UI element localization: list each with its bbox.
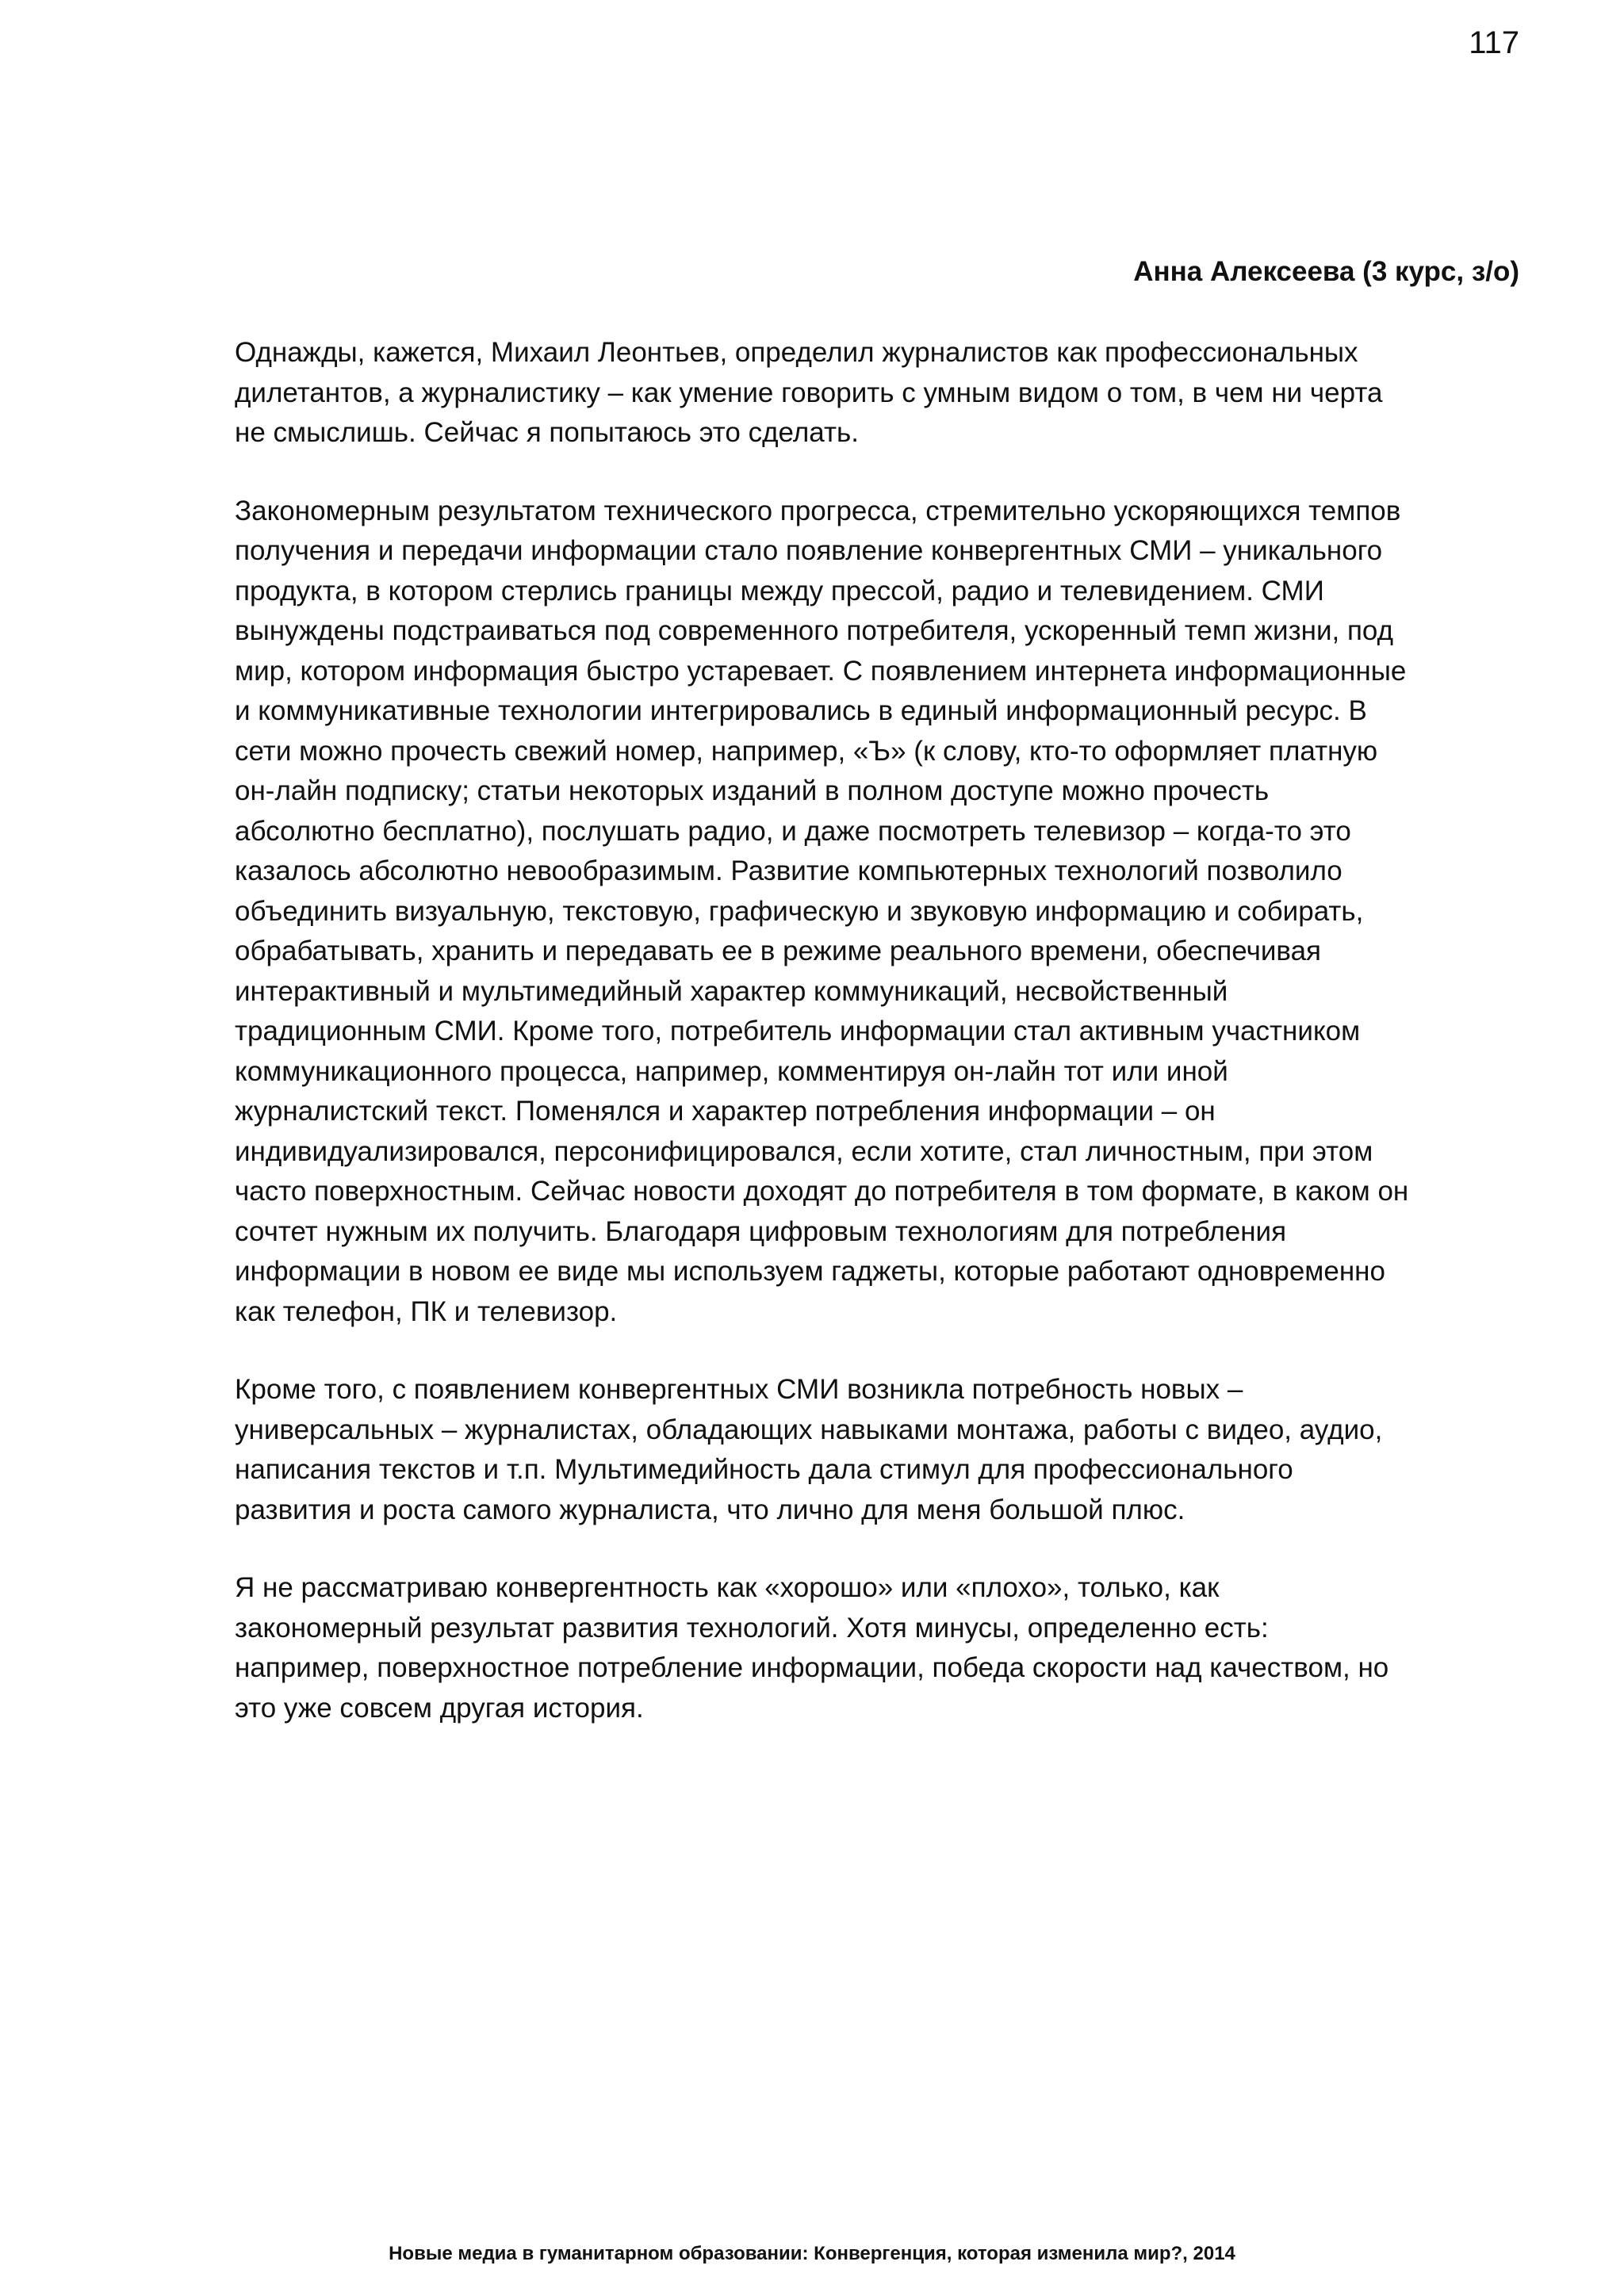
text-line: закономерный результат развития технологий. Хотя минусы, определенно есть: bbox=[235, 1612, 1269, 1644]
text-line: сети можно прочесть свежий номер, например, «Ъ» (к слову, кто-то оформляет платную bbox=[235, 735, 1378, 767]
text-line: не смыслишь. Сейчас я попытаюсь это сделать. bbox=[235, 417, 859, 448]
text-line: обрабатывать, хранить и передавать ее в режиме реального времени, обеспечивая bbox=[235, 936, 1321, 966]
page-footer: Новые медиа в гуманитарном образовании: Конвергенция, которая изменила мир?, 2014 bbox=[389, 2243, 1235, 2264]
text-line: продукта, в котором стерлись границы между прессой, радио и телевидением. СМИ bbox=[235, 575, 1324, 607]
text-line: информации в новом ее виде мы используем гаджеты, которые работают одновременно bbox=[235, 1256, 1385, 1287]
text-line: Однажды, кажется, Михаил Леонтьев, определил журналистов как профессиональных bbox=[235, 337, 1358, 368]
text-line: дилетантов, а журналистику – как умение говорить с умным видом о том, в чем ни черта bbox=[235, 377, 1383, 408]
text-line: интерактивный и мультимедийный характер коммуникаций, несвойственный bbox=[235, 975, 1228, 1007]
text-line: Кроме того, с появлением конвергентных СМИ возникла потребность новых – bbox=[235, 1374, 1243, 1405]
paragraph-1 bbox=[235, 333, 1535, 453]
text-line: как телефон, ПК и телевизор. bbox=[235, 1295, 618, 1327]
text-line: часто поверхностным. Сейчас новости доходят до потребителя в том формате, в каком он bbox=[235, 1176, 1409, 1207]
text-line: Я не рассматриваю конвергентность как «хорошо» или «плохо», только, как bbox=[235, 1572, 1220, 1603]
text-line: например, поверхностное потребление информации, победа скорости над качеством, но bbox=[235, 1652, 1389, 1683]
article-body bbox=[235, 333, 1535, 1766]
paragraph-4 bbox=[235, 1568, 1535, 1728]
text-line: и коммуникативные технологии интегрировались в единый информационный ресурс. В bbox=[235, 695, 1367, 726]
text-line: абсолютно бесплатно), послушать радио, и даже посмотреть телевизор – когда-то это bbox=[235, 815, 1351, 847]
paragraph-3 bbox=[235, 1370, 1535, 1530]
author-heading: Анна Алексеева (3 курс, з/о) bbox=[1133, 256, 1519, 287]
text-line: получения и передачи информации стало появление конвергентных СМИ – уникального bbox=[235, 535, 1383, 566]
text-line: это уже совсем другая история. bbox=[235, 1692, 644, 1724]
paragraph-2 bbox=[235, 492, 1535, 1333]
text-line: вынуждены подстраиваться под современного потребителя, ускоренный темп жизни, под bbox=[235, 615, 1394, 646]
text-line: развития и роста самого журналиста, что лично для меня большой плюс. bbox=[235, 1494, 1185, 1525]
text-line: казалось абсолютно невообразимым. Развитие компьютерных технологий позволило bbox=[235, 855, 1342, 886]
text-line: универсальных – журналистах, обладающих навыками монтажа, работы с видео, аудио, bbox=[235, 1414, 1383, 1445]
text-line: он-лайн подписку; статьи некоторых изданий в полном доступе можно прочесть bbox=[235, 775, 1270, 806]
text-line: коммуникационного процесса, например, комментируя он-лайн тот или иной bbox=[235, 1055, 1228, 1087]
text-line: сочтет нужным их получить. Благодаря цифровым технологиям для потребления bbox=[235, 1215, 1287, 1247]
text-line: написания текстов и т.п. Мультимедийность дала стимул для профессионального bbox=[235, 1454, 1293, 1485]
text-line: Закономерным результатом технического прогресса, стремительно ускоряющихся темпов bbox=[235, 495, 1401, 526]
text-line: объединить визуальную, текстовую, графическую и звуковую информацию и собирать, bbox=[235, 895, 1364, 927]
page-number: 117 bbox=[1469, 25, 1519, 60]
text-line: мир, котором информация быстро устаревает. С появлением интернета информационные bbox=[235, 655, 1407, 687]
text-line: индивидуализировался, персонифицировался, если хотите, стал личностным, при этом bbox=[235, 1135, 1373, 1167]
text-line: журналистский текст. Поменялся и характер потребления информации – он bbox=[235, 1096, 1216, 1127]
text-line: традиционным СМИ. Кроме того, потребитель информации стал активным участником bbox=[235, 1016, 1361, 1047]
